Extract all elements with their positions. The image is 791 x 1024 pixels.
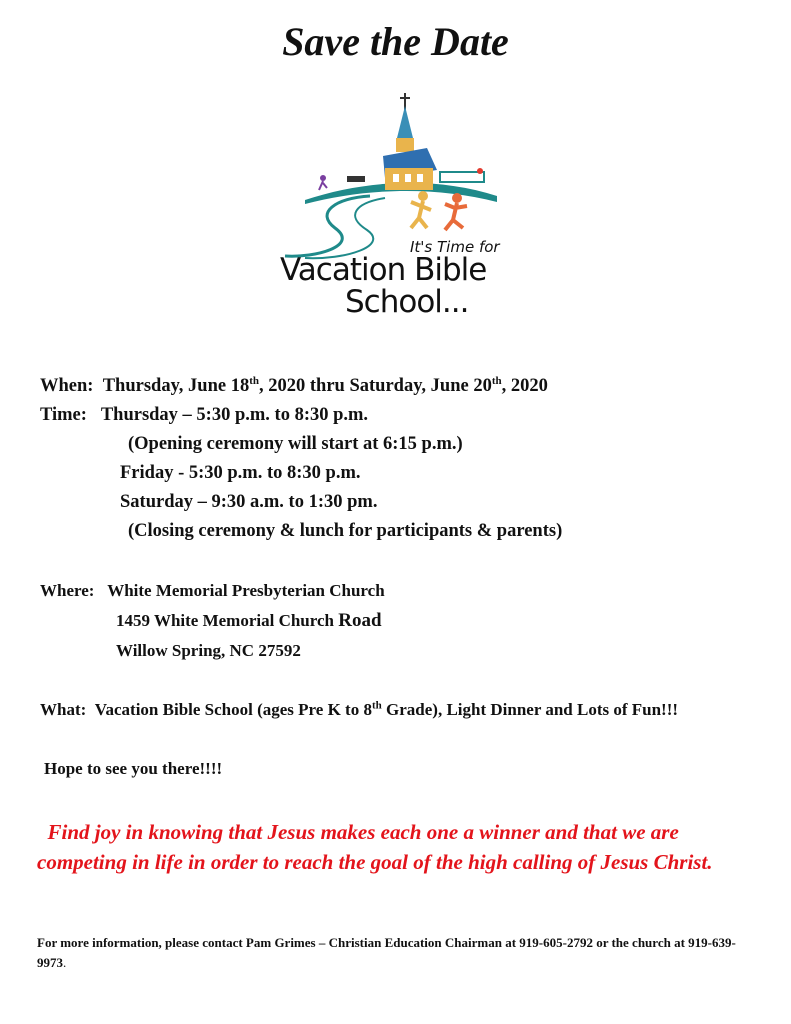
what-sup: th [371, 699, 382, 712]
closing-note: (Closing ceremony & lunch for participants & parents) [128, 521, 563, 541]
where-street-a: 1459 White Memorial Church [116, 611, 339, 630]
when-start: Thursday, June 18 [102, 376, 250, 396]
vbs-logo [275, 88, 525, 328]
where-street [40, 606, 760, 636]
time-label: Time: [40, 405, 87, 425]
where-block [40, 576, 760, 666]
what-label: What: [40, 700, 87, 719]
when-row [40, 372, 760, 401]
hope-line: Hope to see you there!!!! [44, 759, 223, 778]
time-row [40, 401, 760, 430]
opening-note: (Opening ceremony will start at 6:15 p.m.) [128, 434, 463, 454]
what-text-b: Grade), Light Dinner and Lots of Fun!!! [381, 700, 679, 719]
where-row [40, 576, 760, 606]
time-saturday: Saturday – 9:30 a.m. to 1:30 pm. [120, 492, 378, 512]
where-label: Where: [40, 581, 95, 600]
logo-tagline: It's Time for [410, 238, 500, 256]
where-city: Willow Spring, NC 27592 [116, 641, 301, 660]
contact-text: For more information, please contact Pam Grimes – Christian Education Chairman at 919-605-2792 or the church at 919-639-9973 [37, 935, 736, 970]
time-thursday: Thursday – 5:30 p.m. to 8:30 p.m. [100, 405, 369, 425]
where-street-b: Road [338, 610, 382, 631]
event-details [40, 372, 760, 784]
what-row [40, 696, 760, 724]
joy-text: Find joy in knowing that Jesus makes each one a winner and that we are competing in life in order to reach the goal of the high calling of Jesus Christ. [37, 820, 713, 874]
where-church: White Memorial Presbyterian Church [107, 581, 385, 600]
logo-title-line2: School... [345, 284, 469, 320]
when-end: , 2020 [501, 376, 548, 396]
logo-title-line1: Vacation Bible [280, 252, 487, 288]
when-start-sup: th [249, 374, 259, 387]
when-label: When: [40, 376, 94, 396]
when-mid: , 2020 thru Saturday, June 20 [259, 376, 492, 396]
page-title: Save the Date [282, 19, 509, 64]
when-end-sup: th [491, 374, 502, 387]
what-text-a: Vacation Bible School (ages Pre K to 8 [94, 700, 372, 719]
contact-end: . [63, 955, 67, 970]
contact-info [37, 933, 757, 973]
time-friday: Friday - 5:30 p.m. to 8:30 p.m. [120, 463, 361, 483]
joy-message [37, 817, 757, 877]
